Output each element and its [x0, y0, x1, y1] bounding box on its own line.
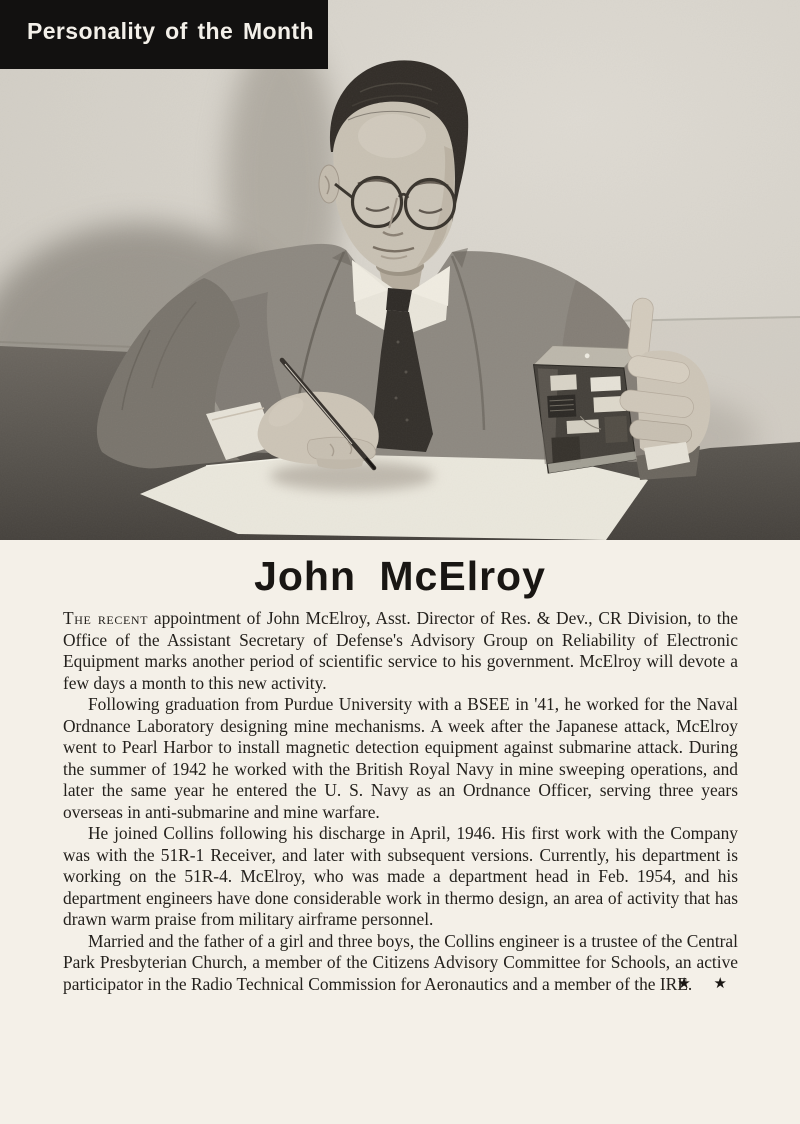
- paragraph-1: [63, 608, 738, 694]
- paragraph-2: Following graduation from Purdue University with a BSEE in '41, he worked for the Naval Ordnance Laboratory designing mine mechanisms. A week after the Japanese attack, McElroy went to Pearl Harbor to install magnetic detection equipment against submarine attack. During the summer of 1942 he worked with the British Royal Navy in mine sweeping operations, and later the same year he entered the U. S. Navy as an Ordnance Officer, serving three years overseas in anti-submarine and mine warfare.: [63, 694, 738, 822]
- photo-illustration: [0, 0, 800, 540]
- paragraph-1-text: appointment of John McElroy, Asst. Director of Res. & Dev., CR Division, to the Office of the Assistant Secretary of Defense's Advisory Group on Reliability of Electronic Equipment marks another period of scientific service to his government. McElroy will devote a few days a month to this new activity.: [63, 608, 738, 693]
- paragraph-4: [63, 931, 738, 996]
- photo-grain: [0, 0, 800, 540]
- article-body: [63, 608, 738, 995]
- banner-label: Personality of the Month: [27, 18, 314, 44]
- end-stars: ★ ★: [677, 973, 736, 992]
- paragraph-3: He joined Collins following his discharge in April, 1946. His first work with the Company was with the 51R-1 Receiver, and later with subsequent versions. Currently, his department is working on the 51R-4. McElroy, who was made a department head in Feb. 1954, and his department engineers have done considerable work in thermo design, an area of activity that has drawn warm praise from military airframe personnel.: [63, 823, 738, 929]
- personality-banner: [0, 0, 328, 69]
- article-title: John McElroy: [254, 553, 546, 599]
- paragraph-4-text: Married and the father of a girl and three boys, the Collins engineer is a trustee of the Central Park Presbyterian Church, a member of the Citizens Advisory Committee for Schools, an active participator in the Radio Technical Commission for Aeronautics and a member of the IRE.: [63, 930, 738, 994]
- photo-john-mcelroy: [0, 0, 800, 540]
- lead-in: The recent: [63, 608, 149, 628]
